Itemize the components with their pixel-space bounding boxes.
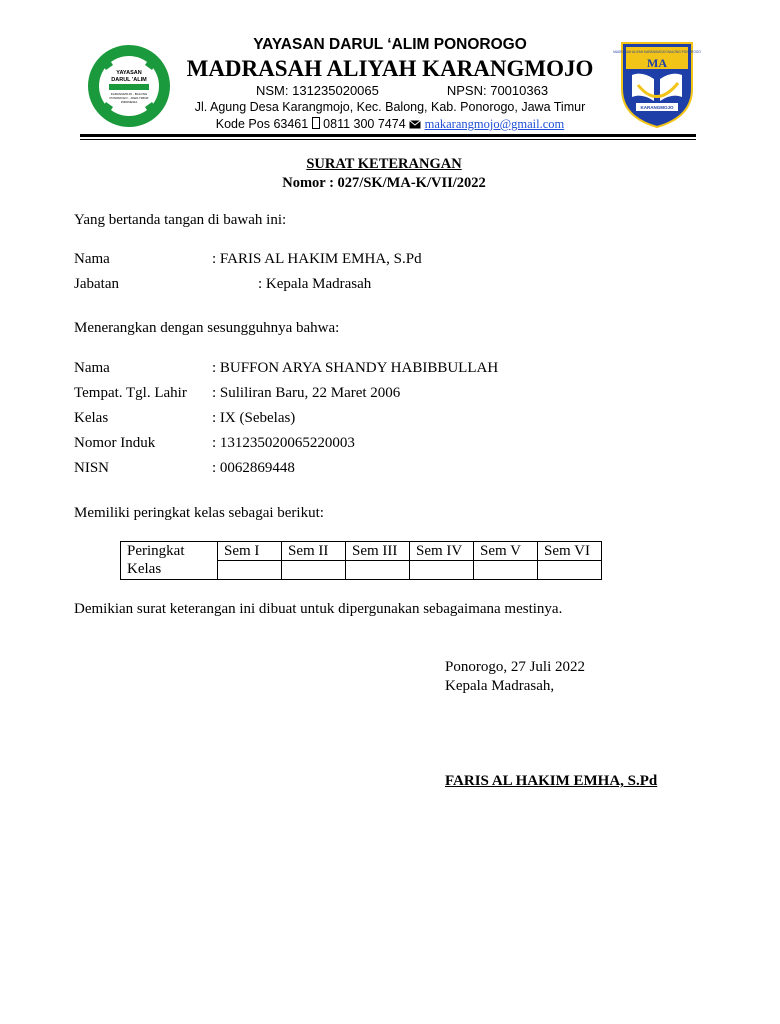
npsn: NPSN: 70010363 bbox=[446, 83, 549, 98]
header-rule-thick bbox=[80, 134, 696, 137]
student-name-value: : BUFFON ARYA SHANDY HABIBBULLAH bbox=[212, 360, 499, 376]
nsm: NSM: 131235020065 bbox=[256, 83, 379, 98]
place-date: Ponorogo, 27 Juli 2022 bbox=[445, 659, 586, 675]
sem-header: Sem VI bbox=[538, 542, 602, 561]
sem-value bbox=[282, 561, 346, 580]
student-birth-label: Tempat. Tgl. Lahir bbox=[74, 385, 187, 401]
table-row bbox=[121, 542, 602, 561]
left-logo-line3: KARANGMOJO - BALONG bbox=[110, 92, 148, 96]
signer-name-value: : FARIS AL HAKIM EMHA, S.Pd bbox=[212, 251, 422, 267]
rank-table bbox=[120, 541, 602, 580]
phone-number: 0811 300 7474 bbox=[319, 117, 410, 131]
header-rule-thin bbox=[80, 139, 696, 140]
sem-value bbox=[474, 561, 538, 580]
signer-position-label: Jabatan bbox=[74, 276, 119, 292]
intro-text: Yang bertanda tangan di bawah ini: bbox=[74, 212, 287, 228]
left-logo-line2: DARUL 'ALIM bbox=[111, 77, 147, 83]
left-logo-line5: INDONESIA bbox=[120, 100, 138, 104]
left-logo-line1: YAYASAN bbox=[116, 70, 142, 76]
sem-value bbox=[538, 561, 602, 580]
sem-value bbox=[218, 561, 282, 580]
left-logo-line4: PONOROGO - JAWA TIMUR bbox=[109, 96, 149, 100]
school-ids bbox=[256, 83, 548, 98]
sem-value bbox=[410, 561, 474, 580]
student-id-value: : 131235020065220003 bbox=[212, 435, 355, 451]
signer-name-label: Nama bbox=[74, 251, 110, 267]
student-class-label: Kelas bbox=[74, 410, 109, 426]
sem-header: Sem V bbox=[474, 542, 538, 561]
envelope-icon bbox=[409, 117, 421, 131]
rank-row-label-2: Kelas bbox=[127, 561, 162, 577]
student-nisn-value: : 0062869448 bbox=[212, 460, 295, 476]
signer-position-value: : Kepala Madrasah bbox=[258, 276, 372, 292]
sem-value bbox=[346, 561, 410, 580]
right-logo-bottom-text: KARANGMOJO bbox=[640, 105, 674, 110]
student-class-value: : IX (Sebelas) bbox=[212, 410, 296, 426]
sem-header: Sem IV bbox=[410, 542, 474, 561]
sem-header: Sem III bbox=[346, 542, 410, 561]
school-address: Jl. Agung Desa Karangmojo, Kec. Balong, Kab. Ponorogo, Jawa Timur bbox=[194, 100, 586, 114]
postal-code: Kode Pos 63461 bbox=[215, 117, 312, 131]
rank-row-label bbox=[121, 542, 218, 580]
letter-title: SURAT KETERANGAN bbox=[306, 156, 462, 172]
foundation-name: YAYASAN DARUL ‘ALIM PONOROGO bbox=[253, 36, 527, 53]
sem-header: Sem II bbox=[282, 542, 346, 561]
signer-name: FARIS AL HAKIM EMHA, S.Pd bbox=[445, 773, 658, 789]
student-nisn-label: NISN bbox=[74, 460, 110, 476]
school-contact bbox=[0, 117, 780, 132]
student-name-label: Nama bbox=[74, 360, 110, 376]
rank-intro-text: Memiliki peringkat kelas sebagai berikut: bbox=[74, 505, 324, 521]
sem-header: Sem I bbox=[218, 542, 282, 561]
email-link[interactable]: makarangmojo@gmail.com bbox=[424, 117, 565, 131]
right-logo-mid-text: MA bbox=[647, 56, 667, 70]
right-logo-top-text: MADRASAH ALIYAH KARANGMOJO BALONG PONOROGO bbox=[613, 50, 701, 54]
signer-position: Kepala Madrasah, bbox=[445, 678, 555, 694]
letter-number: Nomor : 027/SK/MA-K/VII/2022 bbox=[282, 175, 486, 191]
school-name: MADRASAH ALIYAH KARANGMOJO bbox=[186, 56, 594, 81]
student-id-label: Nomor Induk bbox=[74, 435, 156, 451]
student-birth-value: : Suliliran Baru, 22 Maret 2006 bbox=[212, 385, 401, 401]
rank-row-label-1: Peringkat bbox=[127, 543, 185, 559]
statement-text: Menerangkan dengan sesungguhnya bahwa: bbox=[74, 320, 340, 336]
closing-text: Demikian surat keterangan ini dibuat untuk dipergunakan sebagaimana mestinya. bbox=[74, 601, 563, 617]
phone-icon bbox=[312, 117, 320, 129]
